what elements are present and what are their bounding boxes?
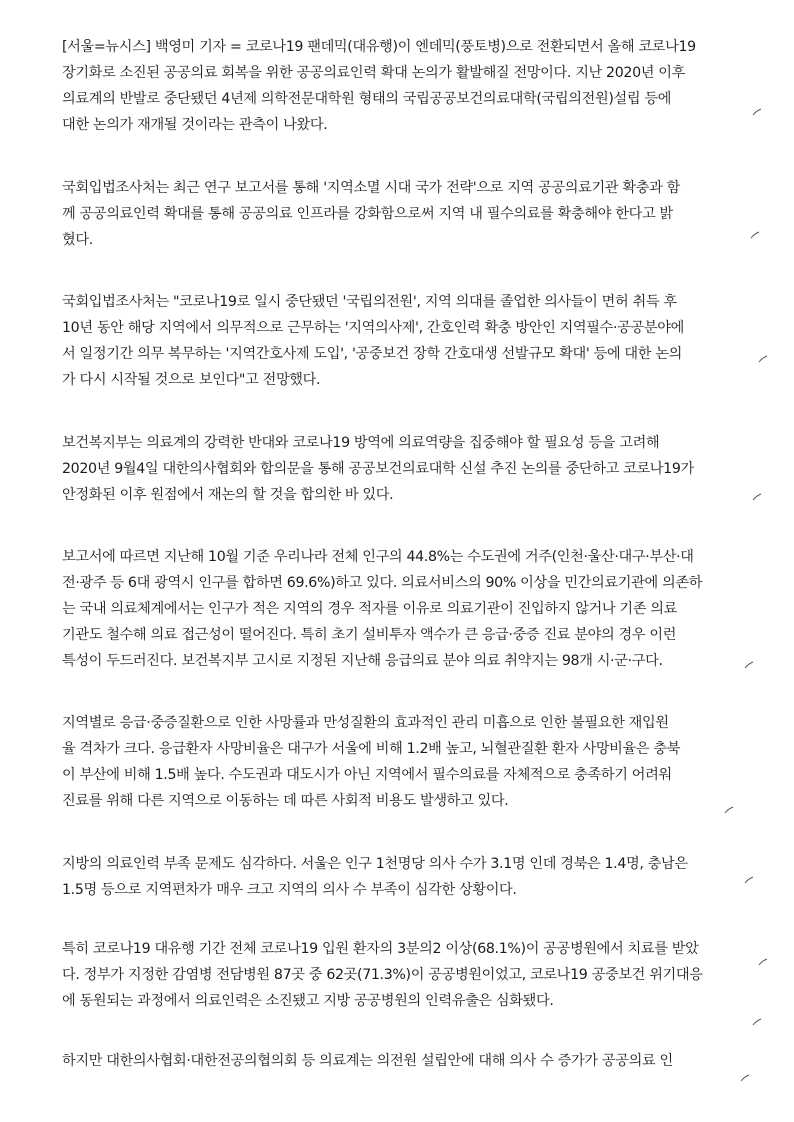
margin-check-mark <box>740 1074 750 1082</box>
text-line: 1.5명 등으로 지역편차가 매우 크고 지역의 의사 수 부족이 심각한 상황이다. <box>62 882 517 898</box>
text-line: 혔다. <box>62 232 93 248</box>
text-line: 다. 정부가 지정한 감염병 전담병원 87곳 중 62곳(71.3%)이 공공병원이었고, 코로나19 공중보건 위기대응 <box>62 967 703 983</box>
text-line: 전·광주 등 6대 광역시 인구를 합하면 69.6%)하고 있다. 의료서비스의 90% 이상을 민간의료기관에 의존하 <box>62 575 703 591</box>
text-line: 대한 논의가 재개될 것이라는 관측이 나왔다. <box>62 117 328 133</box>
text-line: 국회입법조사처는 "코로나19로 일시 중단됐던 '국립의전원', 지역 의대를 졸업한 의사들이 면허 취득 후 <box>62 294 677 310</box>
paragraph-2 <box>62 175 752 253</box>
paragraph-7 <box>62 851 752 903</box>
text-line: 하지만 대한의사협회·대한전공의협의회 등 의료계는 의전원 설립안에 대해 의사 수 증가가 공공의료 인 <box>62 1053 673 1069</box>
margin-check-mark <box>752 493 762 501</box>
text-line: 보건복지부는 의료계의 강력한 반대와 코로나19 방역에 의료역량을 집중해야 할 필요성 등을 고려해 <box>62 435 660 451</box>
text-line: 특히 코로나19 대유행 기간 전체 코로나19 입원 환자의 3분의2 이상(68.1%)이 공공병원에서 치료를 받았 <box>62 941 699 957</box>
paragraph-5 <box>62 544 752 674</box>
text-line: 율 격차가 크다. 응급환자 사망비율은 대구가 서울에 비해 1.2배 높고, 뇌혈관질환 환자 사망비율은 충북 <box>62 741 681 757</box>
text-line: 의료계의 반발로 중단됐던 4년제 의학전문대학원 형태의 국립공공보건의료대학(국립의전원)설립 등에 <box>62 91 672 107</box>
paragraph-3 <box>62 289 752 393</box>
text-line: 이 부산에 비해 1.5배 높다. 수도권과 대도시가 아닌 지역에서 필수의료를 자체적으로 충족하기 어려워 <box>62 767 672 783</box>
margin-check-mark <box>752 1018 762 1026</box>
paragraph-8 <box>62 936 752 1014</box>
text-line: 보고서에 따르면 지난해 10월 기준 우리나라 전체 인구의 44.8%는 수도권에 거주(인천·울산·대구·부산·대 <box>62 549 694 565</box>
text-line: 기관도 철수해 의료 접근성이 떨어진다. 특히 초기 설비투자 액수가 큰 응급·중증 진료 분야의 경우 이런 <box>62 627 677 643</box>
text-line: 께 공공의료인력 확대를 통해 공공의료 인프라를 강화함으로써 지역 내 필수의료를 확충해야 한다고 밝 <box>62 206 673 222</box>
text-line: 진료를 위해 다른 지역으로 이동하는 데 따른 사회적 비용도 발생하고 있다. <box>62 793 509 809</box>
text-line: 는 국내 의료체계에서는 인구가 적은 지역의 경우 적자를 이유로 의료기관이 진입하지 않거나 기존 의료 <box>62 601 677 617</box>
text-line: 지방의 의료인력 부족 문제도 심각하다. 서울은 인구 1천명당 의사 수가 3.1명 인데 경북은 1.4명, 충남은 <box>62 856 688 872</box>
text-line: 10년 동안 해당 지역에서 의무적으로 근무하는 '지역의사제', 간호인력 확충 방안인 지역필수·공공분야에 <box>62 320 684 336</box>
paragraph-1 <box>62 34 752 138</box>
paragraph-4 <box>62 430 752 508</box>
text-line: 가 다시 시작될 것으로 보인다"고 전망했다. <box>62 372 321 388</box>
margin-check-mark <box>758 958 768 966</box>
text-line: 국회입법조사처는 최근 연구 보고서를 통해 '지역소멸 시대 국가 전략'으로 지역 공공의료기관 확충과 함 <box>62 180 680 196</box>
text-line: 지역별로 응급·중증질환으로 인한 사망률과 만성질환의 효과적인 관리 미흡으로 인한 불필요한 재입원 <box>62 715 669 731</box>
text-line: 에 동원되는 과정에서 의료인력은 소진됐고 지방 공공병원의 인력유출은 심화됐다. <box>62 993 554 1009</box>
text-line: 2020년 9월4일 대한의사협회와 합의문을 통해 공공보건의료대학 신설 추진 논의를 중단하고 코로나19가 <box>62 461 694 477</box>
margin-check-mark <box>758 355 768 363</box>
paragraph-6 <box>62 710 752 814</box>
margin-check-mark <box>752 108 762 116</box>
paragraph-9 <box>62 1048 752 1074</box>
text-line: 안정화된 이후 원점에서 재논의 할 것을 합의한 바 있다. <box>62 487 394 503</box>
text-line: [서울=뉴시스] 백영미 기자 = 코로나19 팬데믹(대유행)이 엔데믹(풍토병)으로 전환되면서 올해 코로나19 <box>62 39 696 55</box>
text-line: 특성이 두드러진다. 보건복지부 고시로 지정된 지난해 응급의료 분야 의료 취약지는 98개 시·군·구다. <box>62 653 663 669</box>
text-line: 장기화로 소진된 공공의료 회복을 위한 공공의료인력 확대 논의가 활발해질 전망이다. 지난 2020년 이후 <box>62 65 685 81</box>
text-line: 서 일정기간 의무 복무하는 '지역간호사제 도입', '공중보건 장학 간호대생 선발규모 확대' 등에 대한 논의 <box>62 346 683 362</box>
